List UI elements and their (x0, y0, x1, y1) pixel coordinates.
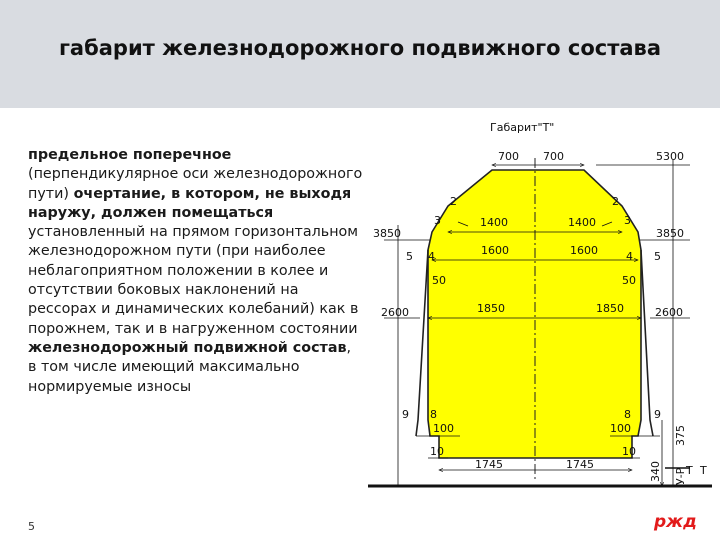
dim-1400-right: 1400 (568, 216, 596, 229)
dim-10-left: 10 (430, 445, 444, 458)
dim-375: 375 (674, 425, 687, 446)
gauge-caption: Габарит"Т" (490, 121, 555, 134)
dim-rail-level: У-Р (674, 467, 687, 485)
dim-340: 340 (649, 461, 662, 482)
point-label-9-right: 9 (654, 408, 661, 421)
definition-term: предельное поперечное (28, 147, 232, 163)
dim-50-right: 50 (622, 274, 636, 287)
point-label-t-left: Т (686, 464, 693, 477)
dim-2600-right: 2600 (655, 306, 683, 319)
dim-1850-right: 1850 (596, 302, 624, 315)
dim-1600-left: 1600 (481, 244, 509, 257)
dim-50-left: 50 (432, 274, 446, 287)
dim-700-right: 700 (543, 150, 564, 163)
left-lower-profile (416, 250, 428, 436)
dim-1745-right: 1745 (566, 458, 594, 471)
right-lower-profile (641, 250, 653, 436)
dim-10-right: 10 (622, 445, 636, 458)
rzd-logo-text: ржд (654, 512, 697, 532)
dim-2600-left: 2600 (381, 306, 409, 319)
dim-100-right: 100 (610, 422, 631, 435)
point-label-2-left: 2 (450, 195, 457, 208)
dim-1850-left: 1850 (477, 302, 505, 315)
point-label-5-right: 5 (654, 250, 661, 263)
definition-part-2: (перпендикулярное оси железнодорожного пути) (28, 166, 363, 202)
definition-part-6: , в том числе имеющий максимально нормируемые износы (28, 339, 352, 395)
dim-1400-left: 1400 (480, 216, 508, 229)
dim-700-left: 700 (498, 150, 519, 163)
dim-1745-left: 1745 (475, 458, 503, 471)
point-label-t-right: Т (700, 464, 707, 477)
rzd-logo (652, 512, 697, 534)
point-label-3-right: 3 (624, 214, 631, 227)
slide-title: габарит железнодорожного подвижного состава (58, 36, 662, 60)
dim-3850-right: 3850 (656, 227, 684, 240)
dim-5300: 5300 (656, 150, 684, 163)
dim-1600-right: 1600 (570, 244, 598, 257)
point-label-9-left: 9 (402, 408, 409, 421)
dim-100-left: 100 (433, 422, 454, 435)
point-label-3-left: 3 (434, 214, 441, 227)
slide-number: 5 (28, 520, 35, 533)
definition-part-4: установленный на прямом горизонтальном железнодорожном пути (при наиболее неблагоприятном положении в колее и отсутствии боковых наклонений на рессорах и динамических колебаний) как в порожнем, так и в нагруженном состоянии (28, 224, 359, 337)
point-label-4-left: 4 (428, 250, 435, 263)
definition-emphasis-2: железнодорожный подвижной состав (28, 339, 347, 356)
point-label-8-left: 8 (430, 408, 437, 421)
dim-3850-left: 3850 (373, 227, 401, 240)
point-label-8-right: 8 (624, 408, 631, 421)
definition-emphasis-1: очертание, в котором, не выходя наружу, должен помещаться (28, 185, 352, 221)
point-label-2-right: 2 (612, 195, 619, 208)
point-label-4-right: 4 (626, 250, 633, 263)
point-label-5-left: 5 (406, 250, 413, 263)
